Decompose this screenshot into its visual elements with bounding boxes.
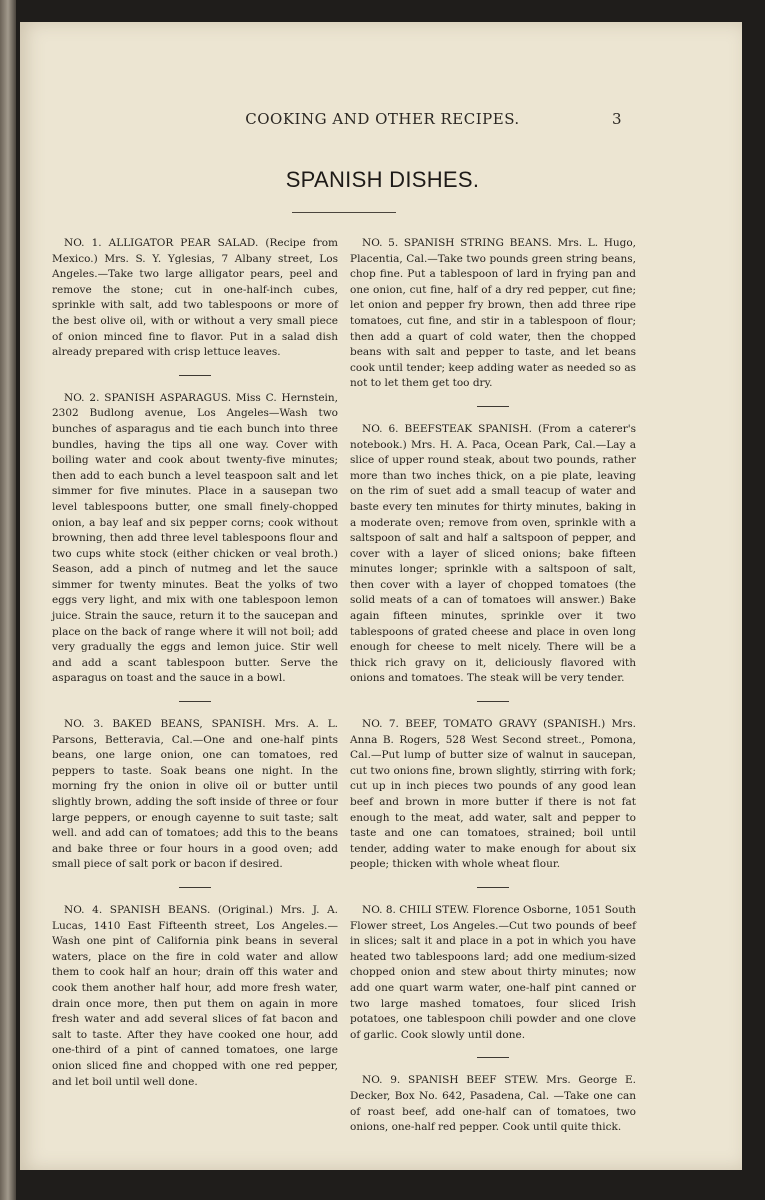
running-head-title: COOKING AND OTHER RECIPES. bbox=[245, 110, 520, 128]
recipe-5: NO. 5. SPANISH STRING BEANS. Mrs. L. Hugo, Placentia, Cal.—Take two pounds green string beans, chop fine. Put a tablespoon of lard in frying pan and one onion, cut fine, half of a dry red pepper, cut fine; let onion and pepper fry brown, then add three ripe tomatoes, cut fine, and stir in a tablespoon of flour; then add a quart of cold water, then the chopped beans with salt and pepper to taste, and let beans cook until tender; keep adding water as needed so as not to let them get too dry. bbox=[350, 237, 636, 390]
recipe-3: NO. 3. BAKED BEANS, SPANISH. Mrs. A. L. Parsons, Betteravia, Cal.—One and one-half pints beans, one large onion, one can tomatoes, red peppers to taste. Soak beans one night. In the morning fry the onion in olive oil or butter until slightly brown, adding the soft inside of three or four large peppers, or enough cayenne to suit taste; salt well. and add can of tomatoes; add this to the beans and bake three or four hours in a good oven; add small piece of salt pork or bacon if desired. bbox=[52, 718, 338, 871]
title-rule bbox=[292, 212, 396, 213]
page-number: 3 bbox=[612, 110, 622, 128]
recipe-8: NO. 8. CHILI STEW. Florence Osborne, 1051 South Flower street, Los Angeles.—Cut two pounds of beef in slices; salt it and place in a pot in which you have heated two tablespoons lard; add one medium-sized chopped onion and stew about thirty minutes; now add one quart warm water, one-half pint canned or two large mashed tomatoes, four sliced Irish potatoes, one tablespoon chili powder and one clove of garlic. Cook slowly until done. bbox=[350, 903, 636, 1041]
recipe-divider bbox=[477, 406, 509, 407]
recipe-divider bbox=[179, 887, 211, 888]
left-column bbox=[52, 236, 338, 1090]
recipe-1: NO. 1. ALLIGATOR PEAR SALAD. (Recipe from Mexico.) Mrs. S. Y. Yglesias, 7 Albany street, Los Angeles.—Take two large alligator pears, peel and remove the stone; cut in one-half-inch cubes, sprinkle with salt, add two tablespoons or more of the best olive oil, with or without a very small piece of onion minced fine to flavor. Put in a salad dish already prepared with crisp lettuce leaves. bbox=[52, 237, 338, 359]
recipe-divider bbox=[477, 1057, 509, 1058]
recipe-divider bbox=[179, 701, 211, 702]
recipe-7: NO. 7. BEEF, TOMATO GRAVY (SPANISH.) Mrs. Anna B. Rogers, 528 West Second street., Pomona, Cal.—Put lump of butter size of walnut in saucepan, cut two onions fine, brown slightly, stirring with fork; cut up in inch pieces two pounds of any good lean beef and brown in more butter if there is not fat enough to the meat, add water, salt and pepper to taste and one can tomatoes, strained; boil until tender, adding water to make enough for about six people; thicken with whole wheat flour. bbox=[350, 718, 636, 871]
right-column bbox=[350, 236, 636, 1136]
recipe-2: NO. 2. SPANISH ASPARAGUS. Miss C. Hernstein, 2302 Budlong avenue, Los Angeles—Wash two bunches of asparagus and tie each bunch into three bundles, having the tips all one way. Cover with boiling water and cook about twenty-five minutes; then add to each bunch a level teaspoon salt and let simmer for five minutes. Place in a sausepan two level tablespoons butter, one small finely-chopped onion, a bay leaf and six pepper corns; cook without browning, then add three level tablespoons flour and two cups white stock (either chicken or veal broth.) Season, add a pinch of nutmeg and let the sauce simmer for twenty minutes. Beat the yolks of two eggs very light, and mix with one tablespoon lemon juice. Strain the sauce, return it to the saucepan and place on the back of range where it will not boil; add very gradually the eggs and lemon juice. Stir well and add a scant tablespoon butter. Serve the asparagus on toast and the sauce in a bowl. bbox=[52, 391, 338, 685]
recipe-divider bbox=[179, 375, 211, 376]
recipe-9: NO. 9. SPANISH BEEF STEW. Mrs. George E. Decker, Box No. 642, Pasadena, Cal. —Take one can of roast beef, add one-half can of tomatoes, two onions, one-half red pepper. Cook until quite thick. bbox=[350, 1074, 636, 1134]
recipe-divider bbox=[477, 887, 509, 888]
recipe-6: NO. 6. BEEFSTEAK SPANISH. (From a caterer's notebook.) Mrs. H. A. Paca, Ocean Park, Cal.—Lay a slice of upper round steak, about two pounds, rather more than two inches thick, on a pie plate, leaving on the rim of suet add a small teacup of water and baste every ten minutes for thirty minutes, baking in a moderate oven; remove from oven, sprinkle with a saltspoon of salt and half a saltspoon of pepper, and cover with a layer of sliced onions; bake fifteen minutes longer; sprinkle with a saltspoon of salt, then cover with a layer of chopped tomatoes (the solid meats of a can of tomatoes will answer.) Bake again fifteen minutes, sprinkle over it two tablespoons of grated cheese and place in oven long enough for cheese to melt nicely. There will be a thick rich gravy on it, deliciously flavored with onions and tomatoes. The steak will be very tender. bbox=[350, 422, 636, 685]
section-title: SPANISH DISHES. bbox=[285, 167, 480, 192]
recipe-4: NO. 4. SPANISH BEANS. (Original.) Mrs. J. A. Lucas, 1410 East Fifteenth street, Los Angeles.—Wash one pint of California pink beans in several waters, place on the fire in cold water and allow them to cook half an hour; drain off this water and cook them another half hour, add more fresh water, drain once more, then put them on again in more fresh water and add several slices of fat bacon and salt to taste. After they have cooked one hour, add one-third of a pint of canned tomatoes, one large onion sliced fine and chopped with one red pepper, and let boil until well done. bbox=[52, 903, 338, 1088]
recipe-divider bbox=[477, 701, 509, 702]
